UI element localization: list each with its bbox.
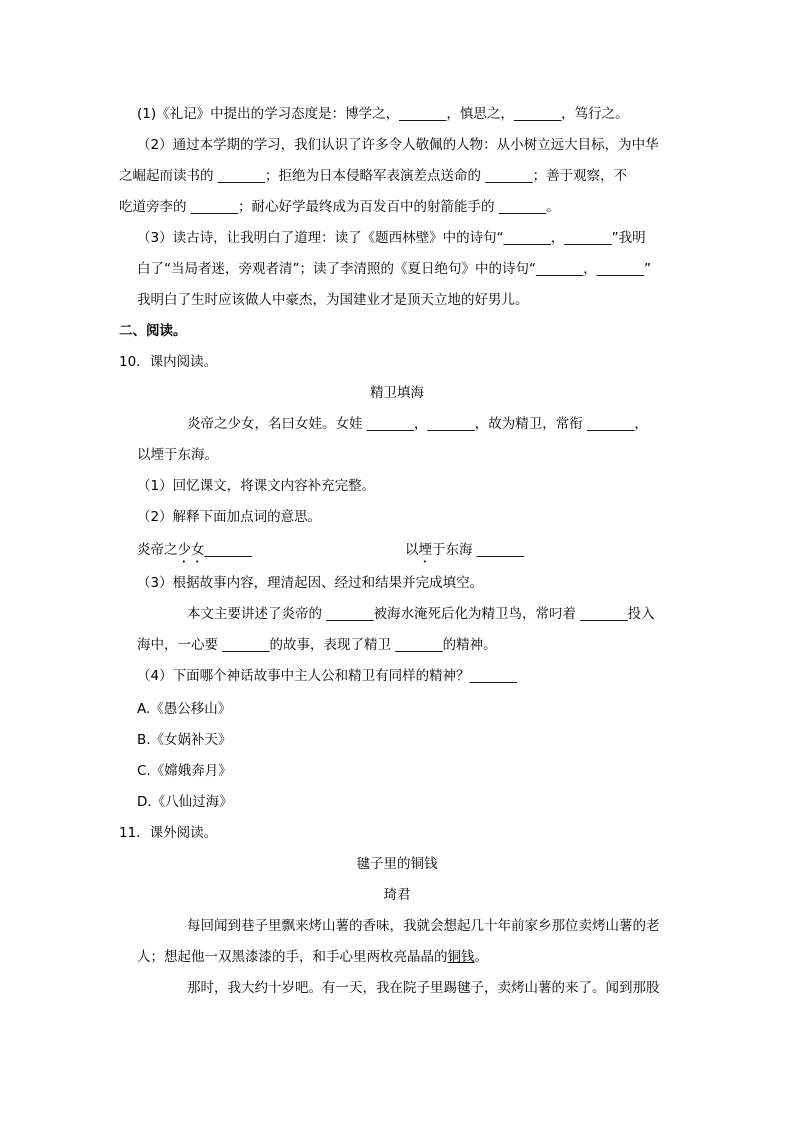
- q11-paragraph-1-line-2: [137, 947, 488, 967]
- q10-sub-1: （1）回忆课文，将课文内容补充完整。: [137, 478, 376, 494]
- q10-sub-2-a-prefix: 炎帝之: [137, 542, 178, 558]
- q10-option-d: D.《八仙过海》: [137, 794, 233, 810]
- q10-option-c: C.《嫦娥奔月》: [137, 763, 232, 779]
- q11-passage-title: 毽子里的铜钱: [356, 856, 438, 872]
- q10-sub-2-a-blank: _______: [204, 542, 252, 558]
- q11-paragraph-1-line-1: 每回闻到巷子里飘来烤山薯的香味，我就会想起几十年前家乡那位卖烤山薯的老: [187, 918, 660, 934]
- q11-p1-line-2-prefix: 人；想起他一双黑漆漆的手，和手心里两枚亮晶晶的: [137, 949, 448, 965]
- q10-sub-2-b-prefix: 以: [405, 542, 419, 558]
- q9-item-1: (1)《礼记》中提出的学习态度是：博学之，_______，慎思之，_______，笃行之。: [137, 106, 629, 122]
- q10-sub-2-word-b: [405, 540, 524, 566]
- q9-item-2-line-2: 之崛起而读书的 _______；拒绝为日本侵略军表演差点送命的 _______；善于观察，不: [119, 168, 628, 184]
- q9-item-3-line-3: 我明白了生时应该做人中豪杰，为国建业才是顶天立地的好男儿。: [137, 292, 529, 308]
- q10-passage-title: 精卫填海: [370, 385, 424, 401]
- q10-sub-2-a-dotted-word: 少女: [177, 542, 205, 558]
- q10-option-a: A.《愚公移山》: [137, 701, 232, 717]
- q11-label: 11．课外阅读。: [119, 825, 218, 841]
- q10-sub-3-line-1: 本文主要讲述了炎帝的 _______被海水淹死后化为精卫鸟，常叼着 _______投入: [187, 606, 655, 622]
- q10-sub-3: （3）根据故事内容，理清起因、经过和结果并完成填空。: [137, 575, 484, 591]
- q10-passage-line-2: 以堙于东海。: [137, 447, 218, 463]
- q9-item-2-line-1: （2）通过本学期的学习，我们认识了许多令人敬佩的人物：从小树立远大目标，为中华: [137, 137, 659, 153]
- q10-sub-2-word-a: [137, 540, 252, 566]
- q10-label: 10．课内阅读。: [119, 354, 218, 370]
- q11-author: 琦君: [383, 887, 411, 903]
- q11-p1-line-2-suffix: 。: [474, 949, 488, 965]
- q10-sub-2: （2）解释下面加点词的意思。: [137, 509, 322, 525]
- q11-paragraph-2-line-1: 那时，我大约十岁吧。有一天，我在院子里踢毽子，卖烤山薯的来了。闻到那股: [187, 980, 660, 996]
- q10-passage-line-1: 炎帝之少女，名曰女娃。女娃 _______，_______，故为精卫，常衔 _______，: [187, 416, 648, 432]
- q10-sub-4: （4）下面哪个神话故事中主人公和精卫有同样的精神？_______: [137, 668, 517, 684]
- q9-item-3-line-2: 白了“当局者迷，旁观者清”；读了李清照的《夏日绝句》中的诗句“_______，_______”: [137, 261, 651, 277]
- q9-item-3-line-1: （3）读古诗，让我明白了道理：读了《题西林壁》中的诗句“_______，_______”我明: [137, 230, 646, 246]
- section-heading-reading: 二、阅读。: [119, 323, 187, 339]
- q11-underlined-word: 铜钱: [447, 949, 475, 965]
- q9-item-2-line-3: 吃道旁李的 _______；耐心好学最终成为百发百中的射箭能手的 _______。: [119, 199, 560, 215]
- q10-sub-2-b-dotted-word: 堙: [418, 542, 432, 558]
- q10-sub-3-line-2: 海中，一心要 _______的故事，表现了精卫 _______的精神。: [137, 637, 497, 653]
- q10-sub-2-b-suffix: 于东海 _______: [432, 542, 525, 558]
- q10-option-b: B.《女娲补天》: [137, 732, 232, 748]
